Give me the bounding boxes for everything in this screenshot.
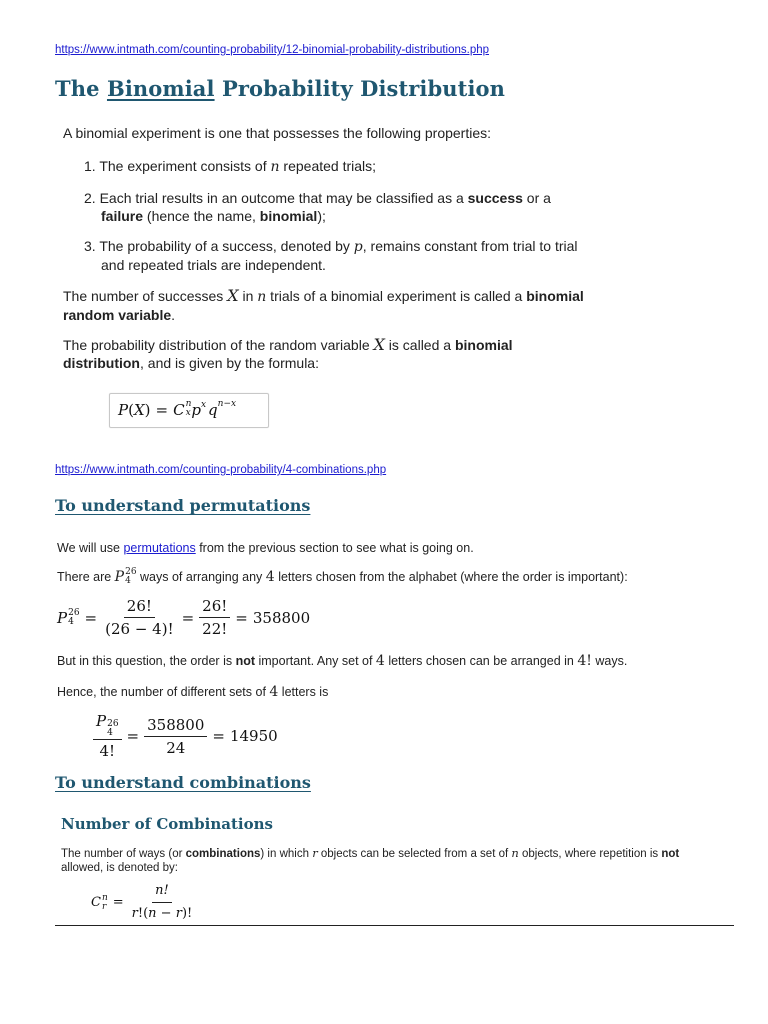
permutations-link[interactable]: permutations	[123, 541, 196, 555]
order-not-important-line: But in this question, the order is not important. Any set of 4 letters chosen can be arranged in 4! ways.	[57, 653, 628, 669]
title-underlined-word: Binomial	[106, 76, 215, 101]
binomial-intro: A binomial experiment is one that possesses the following properties:	[63, 125, 492, 141]
combinations-source-link[interactable]: https://www.intmath.com/counting-probability/4-combinations.php	[55, 464, 387, 476]
property-item-1: 1. The experiment consists of n repeated trials;	[84, 158, 377, 175]
permutations-intro: We will use permutations from the previous section to see what is going on.	[57, 541, 474, 555]
number-of-combinations-subheading: Number of Combinations	[61, 815, 273, 833]
combinations-formula: C n r = $\frac{n!}{r!(n - r)!}$	[91, 883, 193, 921]
combinations-definition: The number of ways (or combinations) in which r objects can be selected from a set of n objects, where repetition is not allowed, is denoted by:	[61, 846, 680, 874]
bottom-divider	[55, 925, 734, 926]
property-item-2: 2. Each trial results in an outcome that may be classified as a success or a failure (hence the name, binomial);	[84, 190, 551, 224]
binomial-distribution-paragraph: The probability distribution of the random variable X is called a binomial distribution, and is given by the formula:	[63, 335, 513, 371]
permutations-heading: To understand permutations	[55, 496, 311, 515]
title-suffix: Probability Distribution	[214, 76, 506, 101]
binomial-variable-paragraph: The number of successes X in n trials of a binomial experiment is called a binomial random variable.	[63, 286, 584, 323]
number-of-sets-line: Hence, the number of different sets of 4 letters is	[57, 684, 329, 700]
binomial-formula: P ( X ) = C n x p $^x$ q $^{n-x}$	[118, 399, 237, 419]
binomial-formula-box	[109, 393, 269, 428]
page-title	[55, 76, 505, 101]
permutations-equation: P 26 4 = $\frac{26!}{(26 - 4)!}$ = $\frac{26!}{22!}$ = 358800	[57, 597, 311, 638]
binomial-source-link[interactable]: https://www.intmath.com/counting-probability/12-binomial-probability-distributions.php	[55, 44, 490, 56]
property-item-3: 3. The probability of a success, denoted by p, remains constant from trial to trial and repeated trials are independent.	[84, 238, 578, 273]
combinations-heading: To understand combinations	[55, 773, 311, 792]
permutations-count-line: There are P 26 4 ways of arranging any 4 letters chosen from the alphabet (where the order is important):	[57, 567, 628, 586]
title-prefix: The	[55, 76, 107, 101]
combinations-count-equation: P 26 4 4! = $\frac{358800}{24}$ = 14950	[93, 711, 278, 761]
